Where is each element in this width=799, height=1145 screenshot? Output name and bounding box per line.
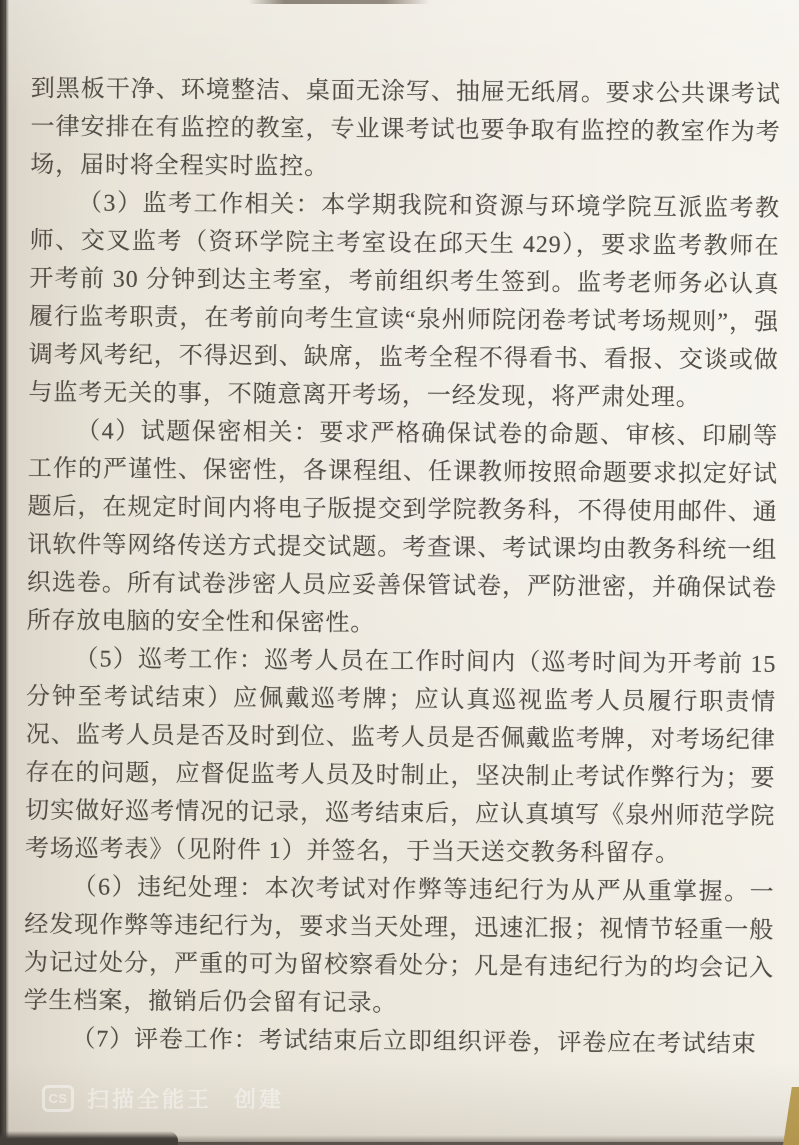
paper-page	[6, 0, 799, 1142]
photo-background-bottom-left	[0, 1131, 178, 1145]
paragraph-section-6-discipline: （6）违纪处理：本次考试对作弊等违纪行为从严从重掌握。一经发现作弊等违纪行为，要求当天处理，迅速汇报；视情节轻重一般为记过处分，严重的可为留校察看处分；凡是有违纪行为的均会记入学生档案，撤销后仍会留有记录。	[23, 874, 775, 1017]
photo-background-top-edge	[248, 0, 430, 4]
paragraph-section-4-confidentiality: （4）试题保密相关：要求严格确保试卷的命题、审核、印刷等工作的严谨性、保密性，各课程组、任课教师按照命题要求拟定好试题后，在规定时间内将电子版提交到学院教务科，不得使用邮件、通讯软件等网络传送方式提交试题。考查课、考试课均由教务科统一组织选卷。所有试卷涉密人员应妥善保管试卷，严防泄密，并确保试卷所存放电脑的安全性和保密性。	[26, 418, 779, 637]
document-text	[23, 70, 781, 1064]
watermark-app-name: 扫描全能王	[87, 1087, 213, 1112]
paragraph-section-5-patrol: （5）巡考工作：巡考人员在工作时间内（巡考时间为开考前 15 分钟至考试结束）应佩戴巡考牌；应认真巡视监考人员履行职责情况、监考人员是否及时到位、监考人员是否佩戴监考牌，对考场纪律存在的问题，应督促监考人员及时制止，坚决制止考试作弊行为；要切实做好巡考情况的记录，巡考结束后，应认真填写《泉州师范学院考场巡考表》（见附件 1）并签名，于当天送交教务科留存。	[24, 646, 777, 868]
camscanner-logo-icon: CS	[42, 1085, 74, 1112]
watermark-suffix: 创建	[234, 1087, 285, 1112]
camscanner-watermark	[42, 1083, 284, 1114]
paragraph-section-7-grading: （7）评卷工作：考试结束后立即组织评卷，评卷应在考试结束	[71, 1026, 757, 1058]
photo-background-left-edge	[0, 0, 9, 1145]
paragraph-section-3-invigilation: （3）监考工作相关：本学期我院和资源与环境学院互派监考教师、交叉监考（资环学院主考室设在邱天生 429），要求监考教师在开考前 30 分钟到达主考室，考前组织考生签到。监考老师务必认真履行监考职责，在考前向考生宣读“泉州师院闭卷考试考场规则”，强调考风考纪，不得迟到、缺席，监考全程不得看书、看报、交谈或做与监考无关的事，不随意离开考场，一经发现，将严肃处理。	[28, 190, 781, 412]
paragraph-continuation: 到黑板干净、环境整洁、桌面无涂写、抽屉无纸屑。要求公共课考试一律安排在有监控的教室，专业课考试也要争取有监控的教室作为考场，届时将全程实时监控。	[30, 75, 781, 181]
